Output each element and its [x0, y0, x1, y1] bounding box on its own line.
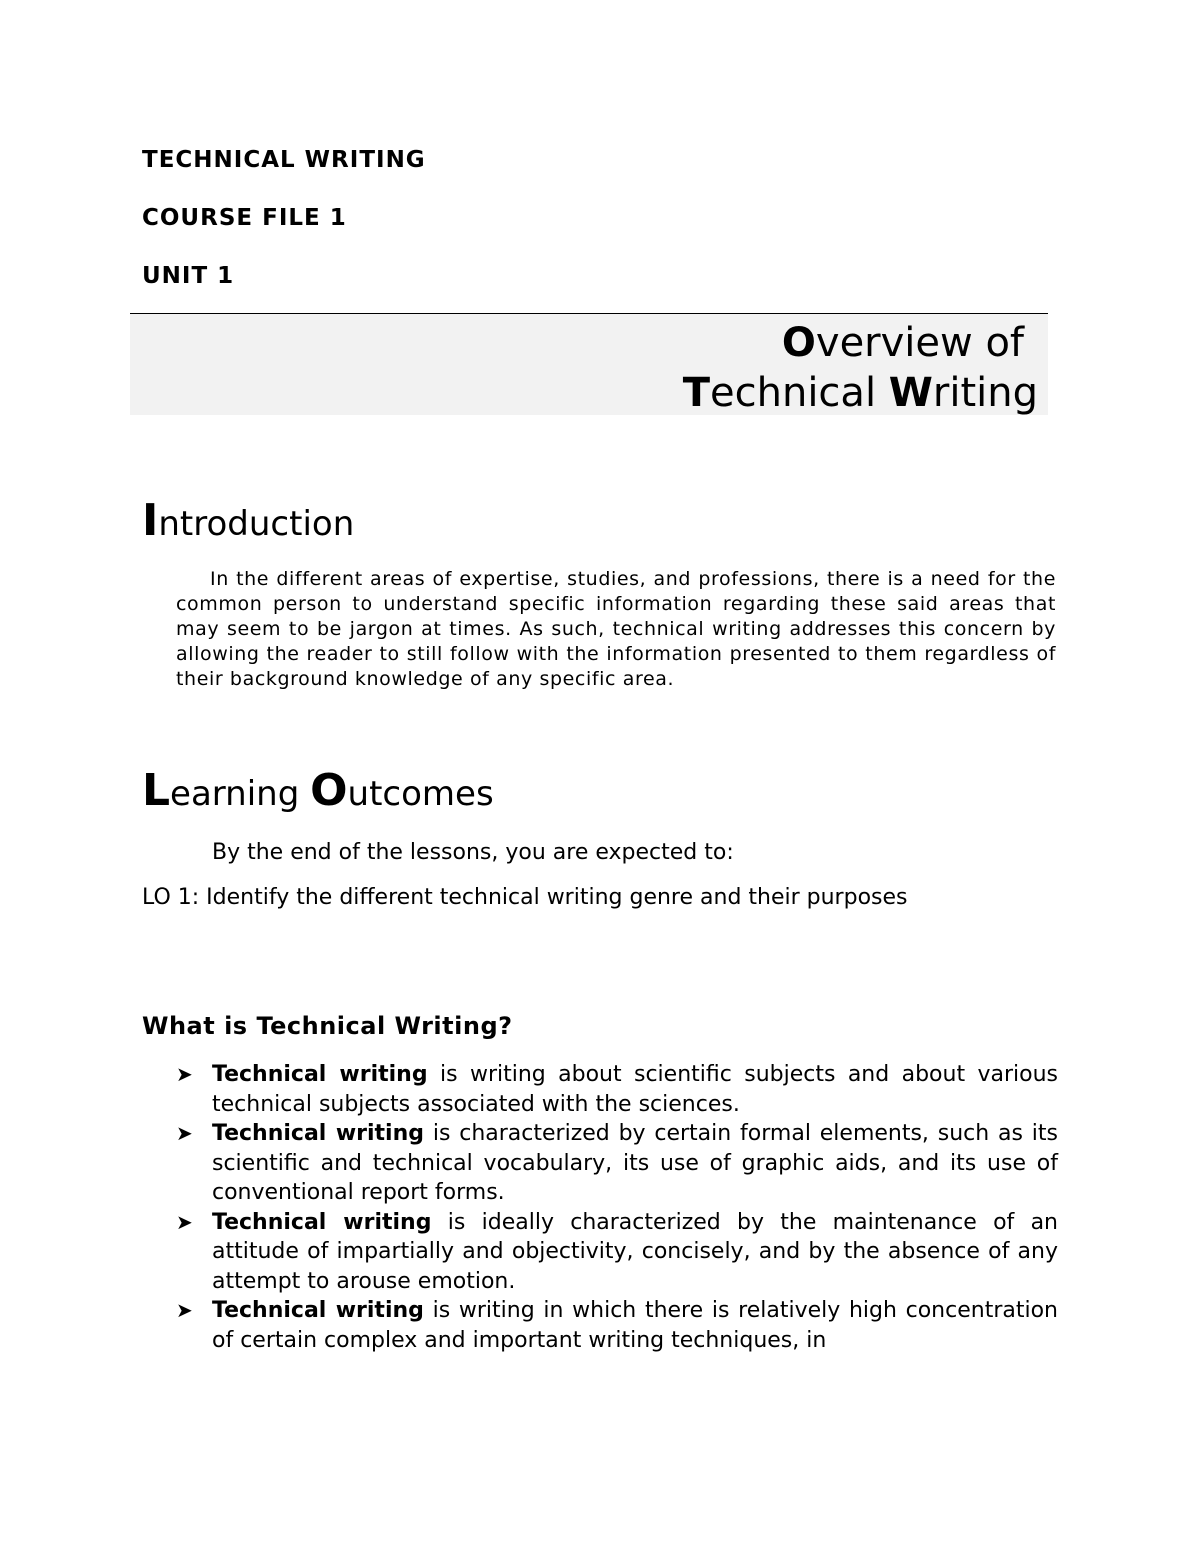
- learning-outcome-1: LO 1: Identify the different technical writing genre and their purposes: [142, 885, 908, 910]
- list-item: ➤ Technical writing is writing about scientific subjects and about various technical subjects associated with the sciences.: [176, 1062, 1058, 1117]
- introduction-heading: Introduction: [142, 495, 355, 546]
- title-line2-rest: riting: [932, 370, 1038, 416]
- list-item: ➤ Technical writing is characterized by certain formal elements, such as its scientific and technical vocabulary, its use of graphic aids, and its use of conventional report forms.: [176, 1121, 1058, 1205]
- introduction-body: In the different areas of expertise, studies, and professions, there is a need for the common person to understand specific information regarding these said areas that may seem to be jargon at times. As such, technical writing addresses this concern by allowing the reader to still follow with the information presented to them regardless of their background knowledge of any specific area.: [176, 568, 1056, 690]
- title-initial-t: T: [682, 370, 711, 416]
- definition-list: [176, 1060, 1058, 1355]
- list-item: ➤ Technical writing is ideally characterized by the maintenance of an attitude of impartially and objectivity, concisely, and by the absence of any attempt to arouse emotion.: [176, 1209, 1059, 1294]
- arrow-bullet-icon: ➤: [176, 1209, 193, 1234]
- learning-outcomes-lead: By the end of the lessons, you are expected to:: [212, 840, 734, 865]
- title-banner: [130, 313, 1048, 415]
- arrow-bullet-icon: ➤: [176, 1062, 193, 1086]
- course-title: TECHNICAL WRITING: [142, 147, 426, 173]
- title-initial-o: O: [781, 320, 816, 366]
- arrow-bullet-icon: ➤: [176, 1298, 193, 1322]
- course-file-label: COURSE FILE 1: [142, 205, 347, 231]
- lesson-title: [683, 318, 1038, 418]
- title-line2-mid: echnical: [710, 370, 889, 416]
- list-item: ➤ Technical writing is writing in which there is relatively high concentration of certain complex and important writing techniques, in: [176, 1298, 1058, 1353]
- what-is-heading: What is Technical Writing?: [142, 1012, 513, 1040]
- unit-label: UNIT 1: [142, 263, 235, 289]
- title-initial-w: W: [888, 370, 933, 416]
- arrow-bullet-icon: ➤: [176, 1121, 193, 1145]
- learning-outcomes-heading: Learning Outcomes: [142, 765, 494, 816]
- title-line1-rest: verview of: [815, 320, 1024, 366]
